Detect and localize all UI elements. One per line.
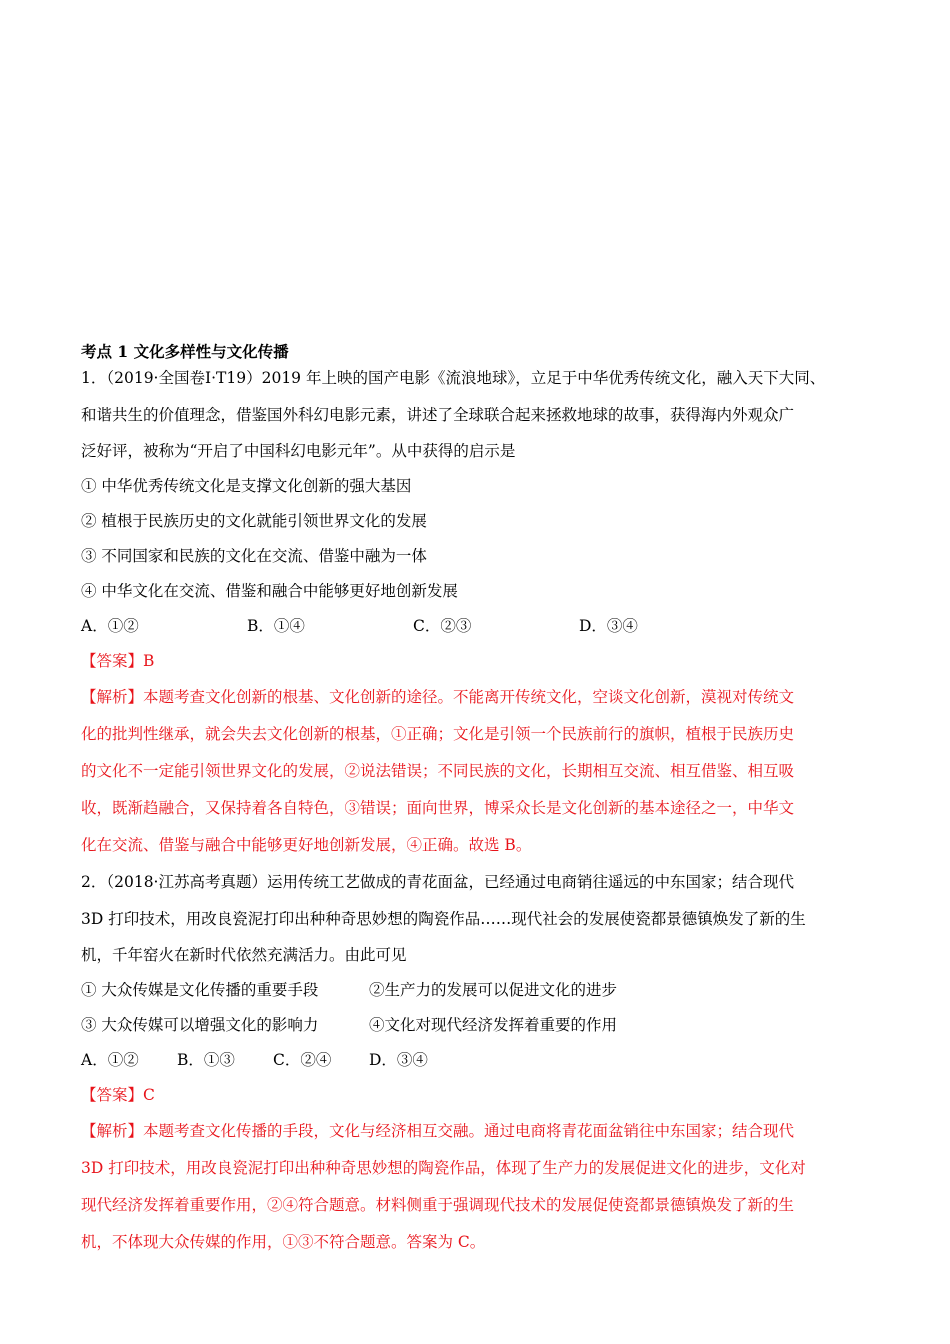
q1-statement-2: ② 植根于民族历史的文化就能引领世界文化的发展 (81, 512, 427, 530)
q2-explanation-2: 3D 打印技术，用改良瓷泥打印出种种奇思妙想的陶瓷作品，体现了生产力的发展促进文化的进步，文化对 (81, 1159, 806, 1177)
q1-option-c: C．②③ (413, 617, 472, 635)
q2-option-d: D．③④ (369, 1051, 428, 1069)
q1-answer: 【答案】B (81, 652, 155, 670)
q2-statement-4: ④文化对现代经济发挥着重要的作用 (369, 1016, 618, 1034)
q1-stem-line2: 和谐共生的价值理念，借鉴国外科幻电影元素，讲述了全球联合起来拯救地球的故事，获得海内外观众广 (81, 406, 795, 424)
q1-statement-3: ③ 不同国家和民族的文化在交流、借鉴中融为一体 (81, 547, 427, 565)
q2-option-b: B．①③ (177, 1051, 235, 1069)
q2-explanation-1: 【解析】本题考查文化传播的手段，文化与经济相互交融。通过电商将青花面盆销往中东国家；结合现代 (81, 1122, 795, 1140)
q1-options (81, 616, 638, 636)
q2-statement-1: ① 大众传媒是文化传播的重要手段 (81, 981, 319, 999)
q1-stem-line3: 泛好评，被称为“开启了中国科幻电影元年”。从中获得的启示是 (81, 442, 516, 460)
q1-stem-line1: 1．（2019·全国卷Ⅰ·T19）2019 年上映的国产电影《流浪地球》，立足于中华优秀传统文化，融入天下大同、 (81, 369, 826, 387)
q2-explanation-4: 机，不体现大众传媒的作用，①③不符合题意。答案为 C。 (81, 1233, 486, 1251)
q2-option-a: A．①② (81, 1051, 139, 1069)
q1-option-a: A．①② (81, 617, 139, 635)
q1-statement-1: ① 中华优秀传统文化是支撑文化创新的强大基因 (81, 477, 412, 495)
q2-statement-2: ②生产力的发展可以促进文化的进步 (369, 981, 618, 999)
q1-explanation-2: 化的批判性继承，就会失去文化创新的根基，①正确；文化是引领一个民族前行的旗帜，植根于民族历史 (81, 725, 795, 743)
q1-explanation-5: 化在交流、借鉴与融合中能够更好地创新发展，④正确。故选 B。 (81, 836, 532, 854)
q2-options (81, 1050, 428, 1070)
q2-explanation-3: 现代经济发挥着重要作用，②④符合题意。材料侧重于强调现代技术的发展促使瓷都景德镇焕发了新的生 (81, 1196, 795, 1214)
q2-stem-line3: 机，千年窑火在新时代依然充满活力。由此可见 (81, 946, 407, 964)
q1-explanation-1: 【解析】本题考查文化创新的根基、文化创新的途径。不能离开传统文化，空谈文化创新，漠视对传统文 (81, 688, 795, 706)
q1-statement-4: ④ 中华文化在交流、借鉴和融合中能够更好地创新发展 (81, 582, 458, 600)
q2-answer: 【答案】C (81, 1086, 155, 1104)
q1-option-b: B．①④ (247, 617, 305, 635)
q1-explanation-4: 收，既渐趋融合，又保持着各自特色，③错误；面向世界，博采众长是文化创新的基本途径之一，中华文 (81, 799, 795, 817)
q1-option-d: D．③④ (579, 617, 638, 635)
q2-stem-line1: 2．（2018·江苏高考真题）运用传统工艺做成的青花面盆，已经通过电商销往遥远的中东国家；结合现代 (81, 873, 794, 891)
section-title: 考点 1 文化多样性与文化传播 (81, 342, 289, 361)
q1-explanation-3: 的文化不一定能引领世界文化的发展，②说法错误；不同民族的文化，长期相互交流、相互借鉴、相互吸 (81, 762, 795, 780)
q2-stem-line2: 3D 打印技术，用改良瓷泥打印出种种奇思妙想的陶瓷作品……现代社会的发展使瓷都景德镇焕发了新的生 (81, 910, 806, 928)
q2-option-c: C．②④ (273, 1051, 332, 1069)
q2-statements-row2 (81, 1015, 617, 1035)
q2-statement-3: ③ 大众传媒可以增强文化的影响力 (81, 1016, 319, 1034)
q2-statements-row1 (81, 980, 617, 1000)
